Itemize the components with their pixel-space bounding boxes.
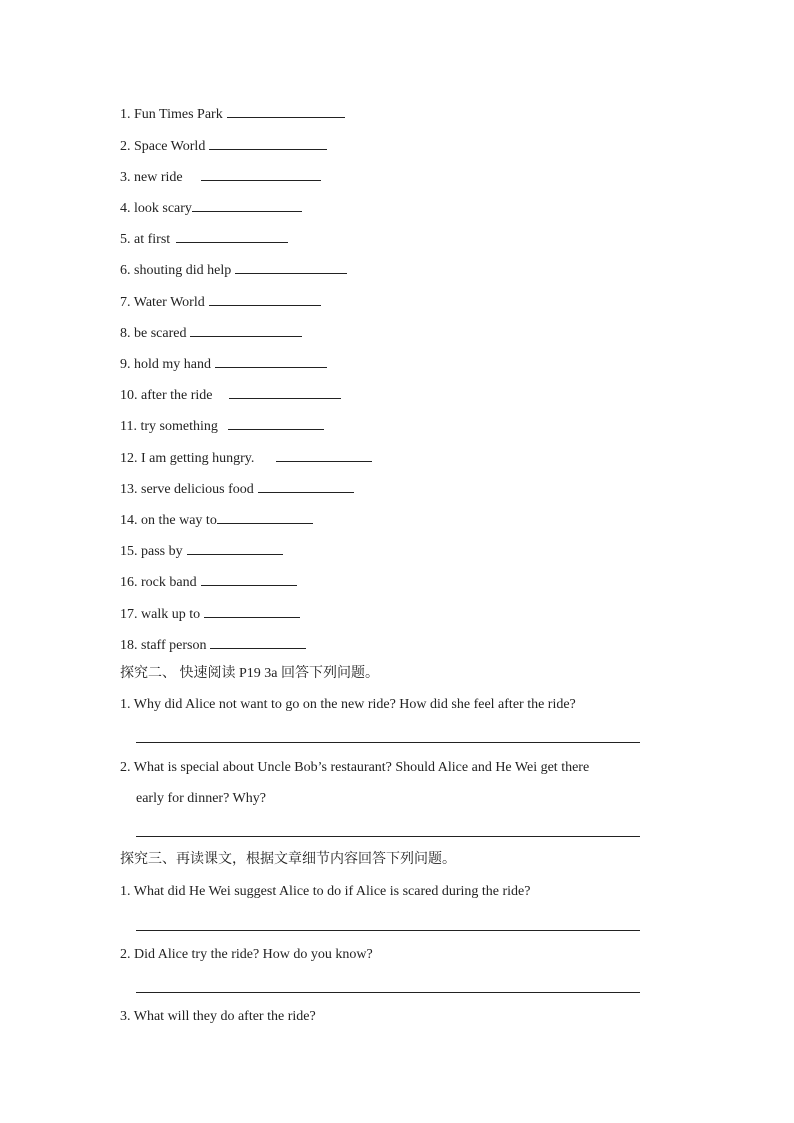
answer-blank[interactable] [276, 447, 372, 462]
question-text: 2. Did Alice try the ride? How do you know? [120, 947, 373, 962]
phrase-item: 12. I am getting hungry. [120, 447, 372, 468]
answer-blank[interactable] [258, 478, 354, 493]
phrase-item: 8. be scared [120, 322, 302, 343]
answer-blank[interactable] [235, 259, 347, 274]
phrase-item: 6. shouting did help [120, 259, 347, 280]
answer-line[interactable] [136, 742, 640, 743]
phrase-item: 5. at first [120, 228, 288, 249]
phrase-item: 16. rock band [120, 571, 297, 592]
phrase-item: 7. Water World [120, 291, 321, 312]
answer-blank[interactable] [192, 197, 302, 212]
phrase-item: 17. walk up to [120, 603, 300, 624]
phrase-item: 15. pass by [120, 540, 283, 561]
question-text: 1. What did He Wei suggest Alice to do if Alice is scared during the ride? [120, 884, 531, 899]
phrase-item: 2. Space World [120, 135, 327, 156]
answer-blank[interactable] [215, 353, 327, 368]
section-heading: 探究三、再读课文，根据文章细节内容回答下列问题。 [120, 852, 456, 867]
phrase-item: 11. try something [120, 415, 324, 436]
answer-blank[interactable] [217, 509, 313, 524]
phrase-item: 1. Fun Times Park [120, 103, 345, 124]
answer-blank[interactable] [176, 228, 288, 243]
phrase-item: 10. after the ride [120, 384, 341, 405]
answer-blank[interactable] [187, 540, 283, 555]
answer-line[interactable] [136, 836, 640, 837]
phrase-item: 4. look scary [120, 197, 302, 218]
section-heading: 探究二、 快速阅读 P19 3a 回答下列问题。 [120, 666, 379, 681]
phrase-item: 9. hold my hand [120, 353, 327, 374]
answer-blank[interactable] [201, 166, 321, 181]
question-text: 3. What will they do after the ride? [120, 1009, 316, 1024]
answer-blank[interactable] [204, 603, 300, 618]
question-text: early for dinner? Why? [136, 791, 266, 806]
phrase-item: 13. serve delicious food [120, 478, 354, 499]
answer-blank[interactable] [210, 634, 306, 649]
answer-blank[interactable] [229, 384, 341, 399]
answer-line[interactable] [136, 930, 640, 931]
answer-blank[interactable] [209, 291, 321, 306]
answer-blank[interactable] [201, 571, 297, 586]
answer-line[interactable] [136, 992, 640, 993]
answer-blank[interactable] [227, 103, 345, 118]
question-text: 2. What is special about Uncle Bob’s restaurant? Should Alice and He Wei get there [120, 760, 590, 775]
phrase-item: 14. on the way to [120, 509, 313, 530]
question-text: 1. Why did Alice not want to go on the new ride? How did she feel after the ride? [120, 697, 576, 712]
answer-blank[interactable] [190, 322, 302, 337]
phrase-item: 3. new ride [120, 166, 321, 187]
phrase-item: 18. staff person [120, 634, 306, 655]
answer-blank[interactable] [209, 135, 327, 150]
answer-blank[interactable] [228, 415, 324, 430]
